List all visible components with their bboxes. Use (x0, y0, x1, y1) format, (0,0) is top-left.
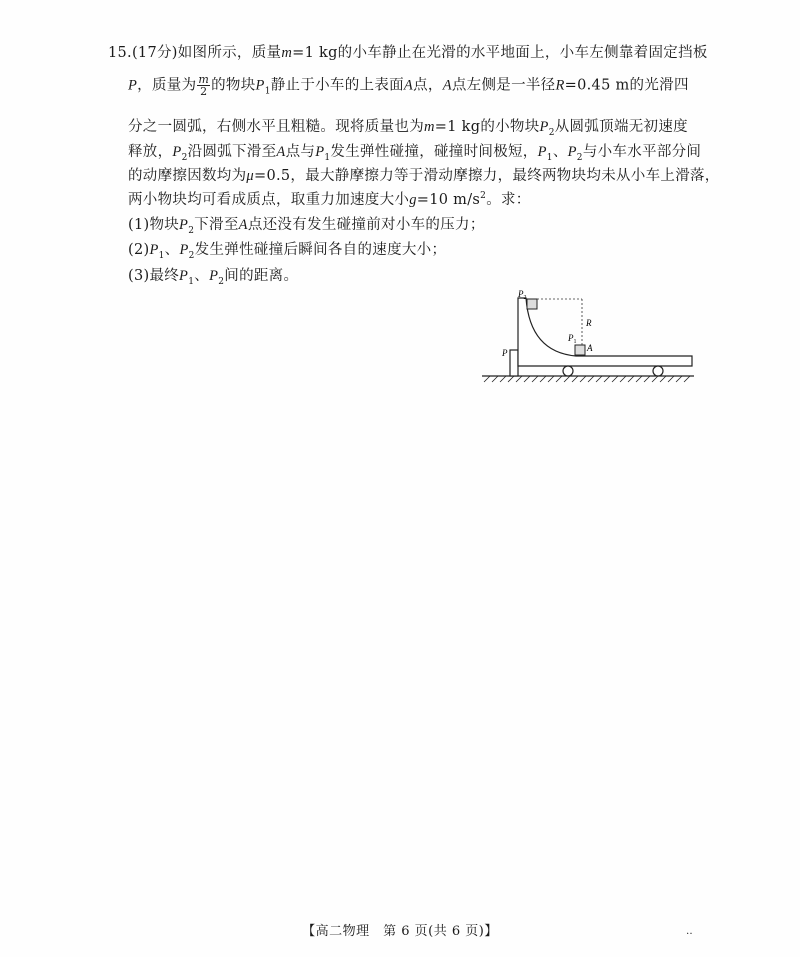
question-line-6: 两小物块均可看成质点，取重力加速度大小g=10 $m/s^2$。求： (128, 191, 531, 208)
block-p2 (527, 299, 537, 309)
sub-question-2: $(2)P_1$、$P_2$发生弹性碰撞后瞬间各自的速度大小； (128, 242, 447, 261)
cart-arc-diagram (478, 288, 698, 388)
cart-wheel-right (653, 366, 663, 376)
label-r: R (586, 318, 592, 328)
label-p1: $P_1$ (568, 333, 577, 345)
footer-mark: ‥ (686, 926, 693, 937)
fixed-baffle (510, 350, 518, 376)
cart-wheel-left (563, 366, 573, 376)
label-a: A (587, 343, 593, 353)
question-number: 15. (108, 45, 132, 61)
question-points: (17分) (131, 45, 178, 61)
cart-body (518, 298, 692, 366)
block-p1 (575, 345, 585, 355)
ground-hatching (484, 376, 690, 382)
question-line-2: P，质量为 $\frac{m}{2}$ 的物块$P_1$静止于小车的上表面A点，A点左侧是一半径R=0.45 m的光滑四 (128, 73, 689, 98)
label-p: P (502, 348, 508, 358)
question-line-5: 的动摩擦因数均为μ=0.5，最大静摩擦力等于滑动摩擦力，最终两物块均未从小车上滑落， (128, 168, 720, 184)
question-line-4: 释放，$P_2$沿圆弧下滑至A点与$P_1$发生弹性碰撞，碰撞时间极短，$P_1$、$P_2$与小车水平部分间 (128, 144, 702, 163)
question-line-1: 15.(17分)如图所示，质量m=1 kg的小车静止在光滑的水平地面上，小车左侧靠着固定挡板 (108, 45, 708, 61)
page-footer: 【高二物理 第 6 页(共 6 页)】 (302, 924, 498, 939)
label-p2: $P_2$ (518, 289, 527, 301)
sub-question-1: (1)物块$P_2$下滑至A点还没有发生碰撞前对小车的压力； (128, 217, 485, 236)
mass-fraction: $\frac{m}{2}$ (198, 73, 210, 98)
question-line-3: 分之一圆弧，右侧水平且粗糙。现将质量也为m=1 kg的小物块$P_2$从圆弧顶端无初速度 (128, 119, 688, 138)
sub-question-3: (3)最终$P_1$、$P_2$间的距离。 (128, 268, 299, 287)
